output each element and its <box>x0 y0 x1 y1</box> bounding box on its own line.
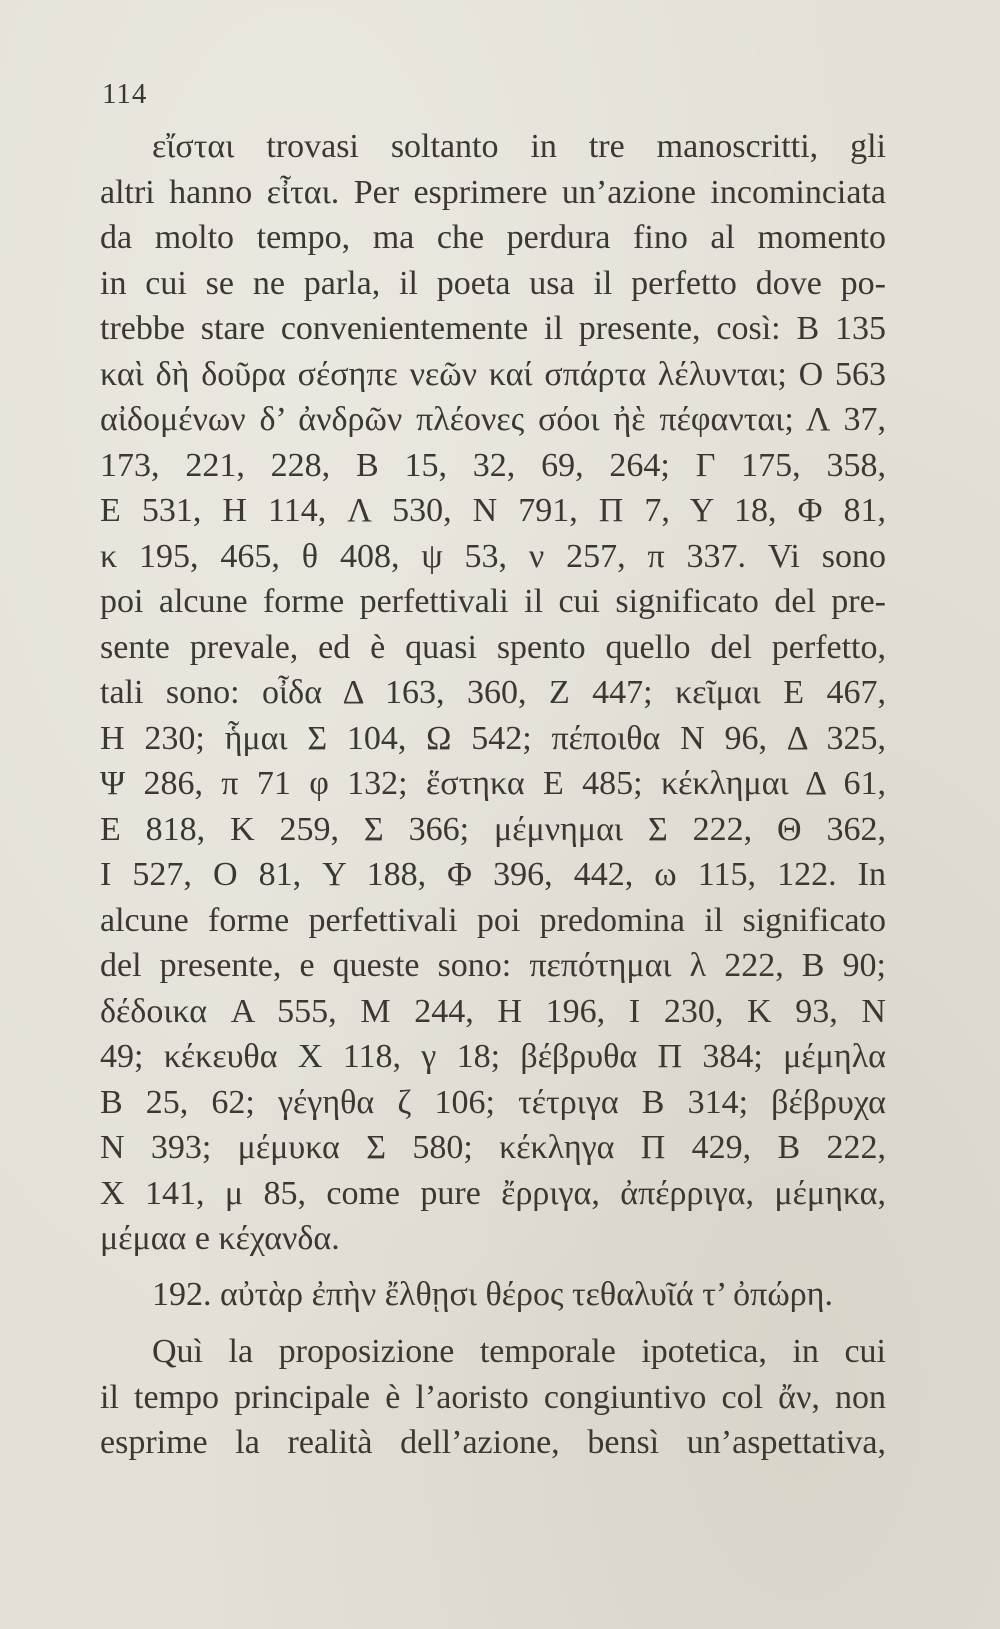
text-line: poi alcune forme perfettivali il cui significato del pre- <box>100 583 886 620</box>
text-line: I 527, O 81, Υ 188, Φ 396, 442, ω 115, 122. In <box>100 856 886 893</box>
greek-quote-line: καὶ δὴ δοῦρα σέσηπε νεῶν καί σπάρτα λέλυνται; O 563 <box>100 355 886 393</box>
text-line: X 141, μ 85, come pure ἔρριγα, ἀπέρριγα, μέμηκα, <box>100 1174 886 1212</box>
text-line: B 25, 62; γέγηθα ζ 106; τέτριγα B 314; βέβρυχα <box>100 1083 886 1121</box>
verse-citation: 192. αὐτὰρ ἐπὴν ἔλθῃσι θέρος τεθαλυῖά τ’ ὀπώρη. <box>152 1275 833 1313</box>
text-line: Ψ 286, π 71 φ 132; ἕστηκα E 485; κέκλημαι Δ 61, <box>100 765 886 802</box>
text-line: trebbe stare convenientemente il presente, così: B 135 <box>100 310 886 347</box>
body-text <box>100 124 886 1466</box>
text-line: Quì la proposizione temporale ipotetica, in cui <box>152 1333 886 1370</box>
text-line: E 818, K 259, Σ 366; μέμνημαι Σ 222, Θ 362, <box>100 810 886 848</box>
text-line: E 531, H 114, Λ 530, N 791, Π 7, Υ 18, Φ 81, <box>100 492 886 529</box>
text-line: sente prevale, ed è quasi spento quello del perfetto, <box>100 628 886 666</box>
text-line: 173, 221, 228, B 15, 32, 69, 264; Γ 175, 358, <box>100 446 886 484</box>
text-line: εἴσται trovasi soltanto in tre manoscritti, gli <box>152 128 886 165</box>
page-number: 114 <box>102 78 148 110</box>
text-line: esprime la realità dell’azione, bensì un’aspettativa, <box>100 1424 886 1461</box>
text-line: del presente, e queste sono: πεπότημαι λ 222, B 90; <box>100 947 886 984</box>
text-line: in cui se ne parla, il poeta usa il perfetto dove po- <box>100 264 886 302</box>
text-line: μέμαα e κέχανδα. <box>100 1220 340 1257</box>
text-line: il tempo principale è l’aoristo congiuntivo col ἄν, non <box>100 1378 886 1416</box>
text-line: δέδοικα A 555, M 244, H 196, I 230, K 93, N <box>100 992 886 1030</box>
greek-quote-line: αἰδομένων δ’ ἀνδρῶν πλέονες σόοι ἠὲ πέφανται; Λ 37, <box>100 401 886 438</box>
text-line: altri hanno εἶται. Per esprimere un’azione incominciata <box>100 173 886 211</box>
text-line: alcune forme perfettivali poi predomina il significato <box>100 901 886 939</box>
text-line: 49; κέκευθα X 118, γ 18; βέβρυθα Π 384; μέμηλα <box>100 1038 886 1075</box>
text-line: tali sono: οἶδα Δ 163, 360, Z 447; κεῖμαι E 467, <box>100 674 886 711</box>
text-line: da molto tempo, ma che perdura fino al momento <box>100 219 886 256</box>
text-line: N 393; μέμυκα Σ 580; κέκληγα Π 429, B 222, <box>100 1129 886 1166</box>
text-line: κ 195, 465, θ 408, ψ 53, ν 257, π 337. Vi sono <box>100 537 886 575</box>
text-line: H 230; ἧμαι Σ 104, Ω 542; πέποιθα N 96, Δ 325, <box>100 719 886 757</box>
